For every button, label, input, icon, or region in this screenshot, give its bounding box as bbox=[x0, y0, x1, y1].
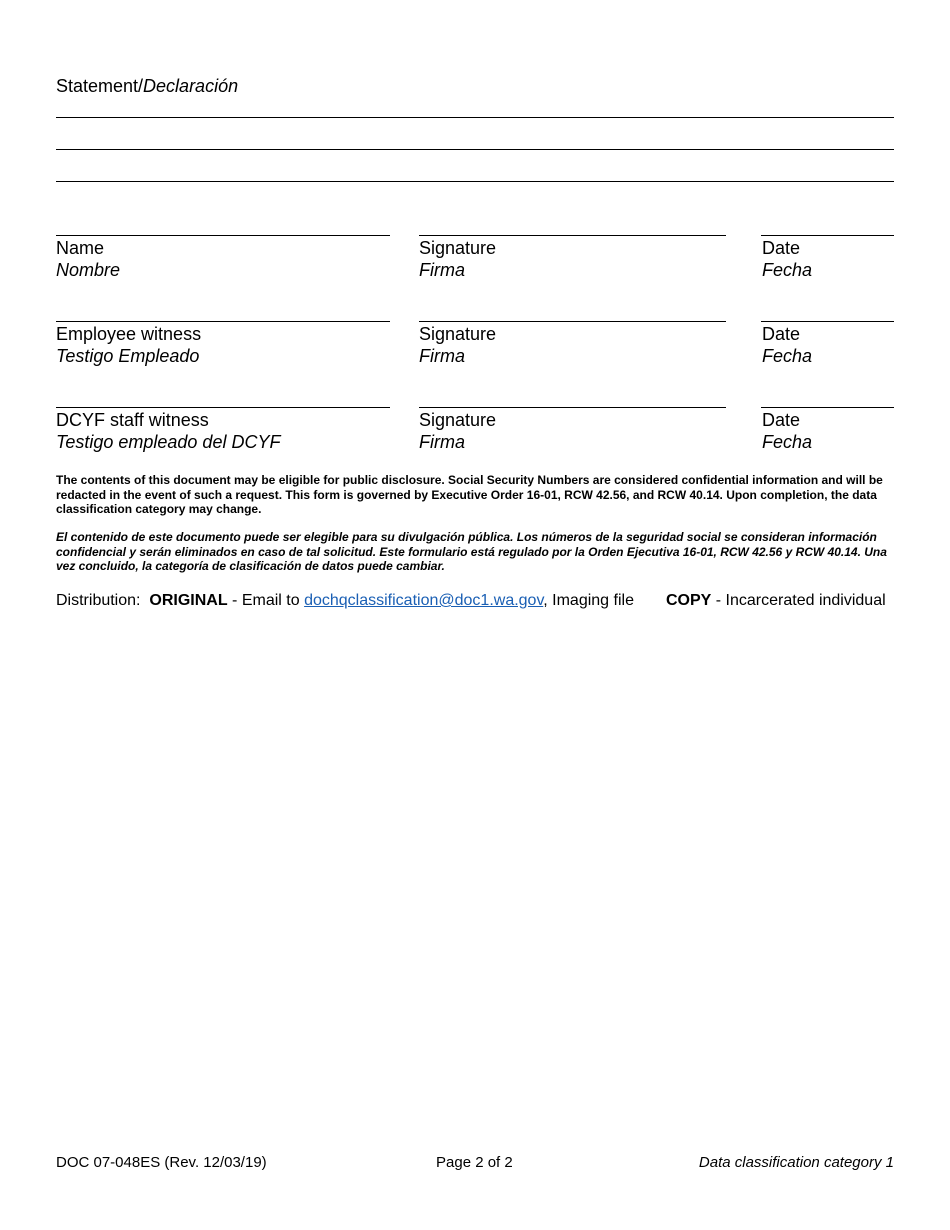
name-label: Name Nombre bbox=[56, 238, 121, 280]
original-label: ORIGINAL bbox=[149, 592, 228, 609]
employee-witness-label: Employee witness Testigo Empleado bbox=[56, 324, 202, 366]
staff-witness-date-label: Date Fecha bbox=[762, 410, 813, 452]
form-id: DOC 07-048ES (Rev. 12/03/19) bbox=[56, 1154, 267, 1171]
original-text: - Email to bbox=[232, 592, 300, 609]
statement-label-es: Declaración bbox=[143, 76, 239, 96]
staff-witness-date-line[interactable] bbox=[761, 407, 894, 408]
distribution-label: Distribution: bbox=[56, 592, 141, 609]
distribution-line bbox=[56, 592, 886, 610]
staff-witness-line[interactable] bbox=[56, 407, 390, 408]
name-date-label: Date Fecha bbox=[762, 238, 813, 280]
statement-heading bbox=[56, 76, 238, 97]
email-link[interactable]: dochqclassification@doc1.wa.gov bbox=[304, 592, 544, 609]
imaging-file-text: , Imaging file bbox=[543, 592, 634, 609]
copy-text: - Incarcerated individual bbox=[715, 592, 886, 609]
name-signature-line[interactable] bbox=[419, 235, 726, 236]
disclosure-notice-en: The contents of this document may be eligible for public disclosure. Social Security Numbers are considered confidential information and will be redacted in the event of such a request. This form is governed by Executive Order 16-01, RCW 42.56, and RCW 40.14. Upon completion, the data classification category may change. bbox=[56, 473, 883, 516]
data-classification: Data classification category 1 bbox=[698, 1154, 894, 1171]
disclosure-notice-es: El contenido de este documento puede ser elegible para su divulgación pública. Los números de la seguridad social se consideran información confidencial y serán eliminados en caso de tal solicitud. Este formulario está regulado por la Orden Ejecutiva 16-01, RCW 42.56 y RCW 40.14. Una vez concluido, la categoría de clasificación de datos puede cambiar. bbox=[56, 530, 887, 573]
employee-witness-date-line[interactable] bbox=[761, 321, 894, 322]
name-line[interactable] bbox=[56, 235, 390, 236]
statement-line-3[interactable] bbox=[56, 181, 894, 182]
staff-witness-signature-label: Signature Firma bbox=[419, 410, 497, 452]
staff-witness-label: DCYF staff witness Testigo empleado del DCYF bbox=[56, 410, 281, 452]
employee-witness-signature-label: Signature Firma bbox=[419, 324, 497, 366]
name-date-line[interactable] bbox=[761, 235, 894, 236]
name-signature-label: Signature Firma bbox=[419, 238, 497, 280]
page-number: Page 2 of 2 bbox=[436, 1154, 513, 1171]
statement-line-2[interactable] bbox=[56, 149, 894, 150]
copy-label: COPY bbox=[665, 592, 712, 609]
statement-label-en: Statement/ bbox=[56, 76, 144, 96]
staff-witness-signature-line[interactable] bbox=[419, 407, 726, 408]
employee-witness-date-label: Date Fecha bbox=[762, 324, 813, 366]
employee-witness-signature-line[interactable] bbox=[419, 321, 726, 322]
employee-witness-line[interactable] bbox=[56, 321, 390, 322]
statement-line-1[interactable] bbox=[56, 117, 894, 118]
